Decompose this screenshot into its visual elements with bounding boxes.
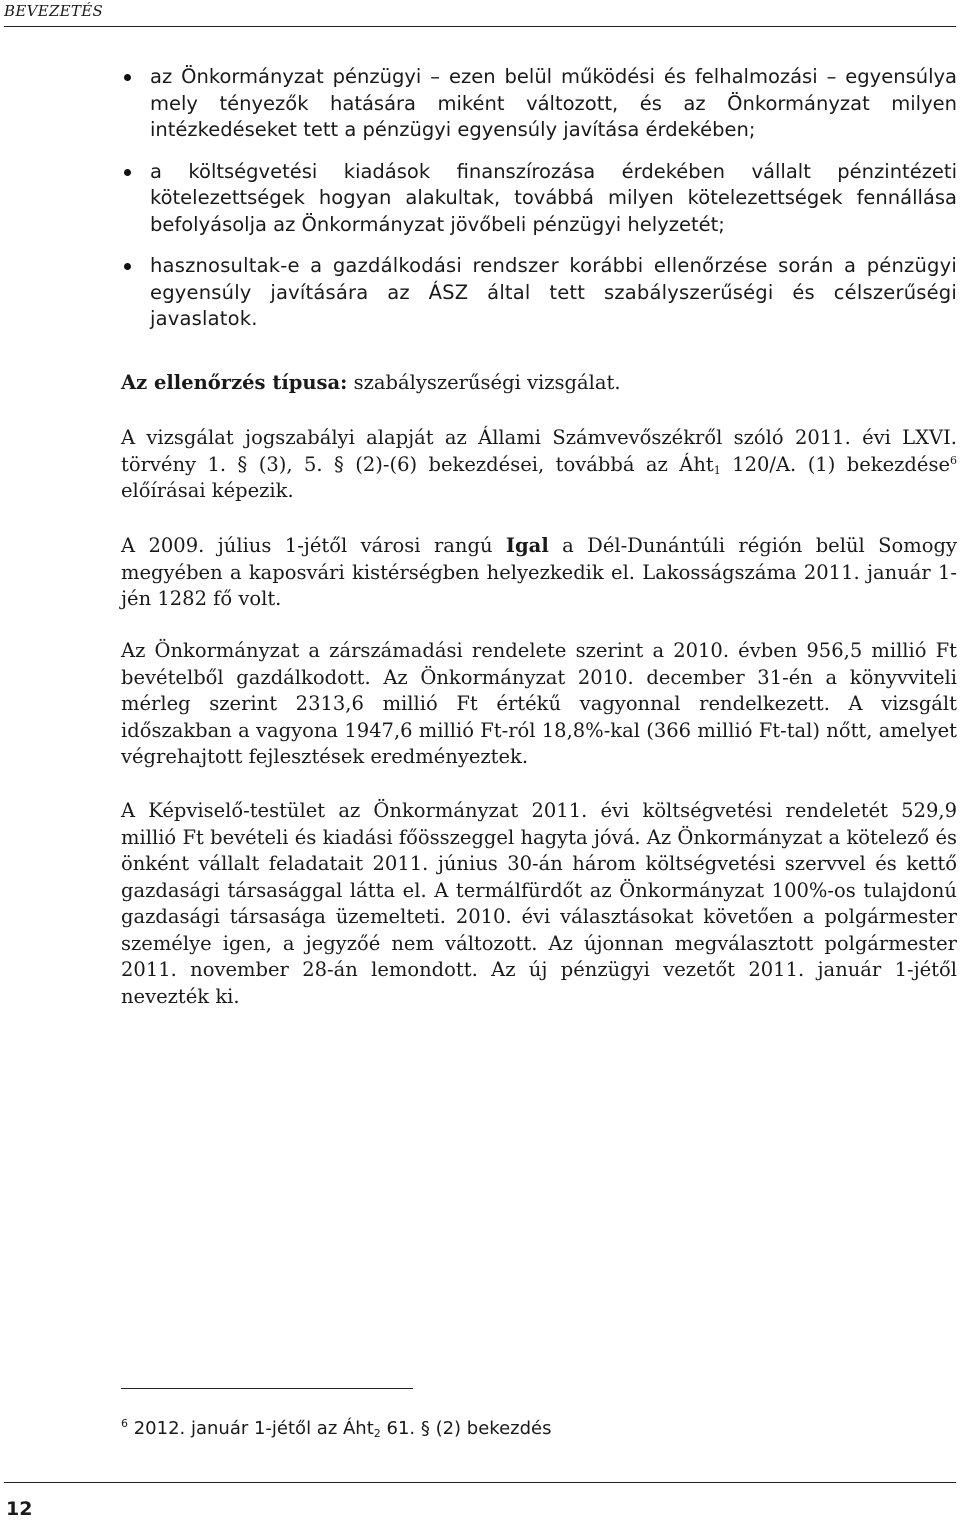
list-item: az Önkormányzat pénzügyi – ezen belül működési és felhalmozási – egyensúlya mely tényezők hatására miként változott, és az Önkormányzat milyen intézkedéseket tett a pénzügyi egyensúly javítása érdekében; (124, 64, 957, 144)
audit-questions-list (124, 64, 957, 348)
section-header: BEVEZETÉS (4, 2, 956, 27)
city-intro-paragraph: A 2009. július 1-jétől városi rangú Igal a Dél-Dunántúli régión belül Somogy megyében a kaposvári kistérségben helyezkedik el. Lakosságszáma 2011. január 1-jén 1282 fő volt. (121, 534, 957, 610)
footnote-reference[interactable]: 6 (950, 453, 957, 467)
budget-paragraph: A Képviselő-testület az Önkormányzat 2011. évi költségvetési rendeletét 529,9 millió Ft bevételi és kiadási főösszeggel hagyta jóvá. Az Önkormányzat a kötelező és önként vállalt feladatait 2011. június 30-án három költségvetési szervvel és kettő gazdasági társasággal látta el. A termálfürdőt az Önkormányzat 100%-os tulajdonú gazdasági társasága üzemelteti. 2010. évi választásokat követően a polgármester személye igen, a jegyzőé nem változott. Az újonnan megválasztott polgármester 2011. november 28-án lemondott. Az új pénzügyi vezetőt 2011. január 1-jétől nevezték ki. (121, 799, 957, 1008)
list-item: a költségvetési kiadások finanszírozása érdekében vállalt pénzintézeti kötelezettségek hogyan alakultak, továbbá milyen kötelezettségek fennállása befolyásolja az Önkormányzat jövőbeli pénzügyi helyzetét; (124, 159, 957, 239)
footnote: $^6$ 2012. január 1-jétől az Áht$_2$ 61. § (2) bekezdés (121, 1417, 552, 1440)
footnote-number: 6 (121, 1417, 128, 1430)
page-number: 12 (6, 1498, 33, 1520)
bullet-icon (124, 263, 131, 270)
legal-basis-paragraph: A vizsgálat jogszabályi alapját az Állami Számvevőszékről szóló 2011. évi LXVI. törvény 1. § (3), 5. § (2)-(6) bekezdései, továbbá az Áht$_1$ 120/A. (1) bekezdése$^6$ előírásai képezik. (121, 426, 957, 502)
list-item: hasznosultak-e a gazdálkodási rendszer korábbi ellenőrzése során a pénzügyi egyensúly javítására az ÁSZ által tett szabályszerűségi és célszerűségi javaslatok. (124, 253, 957, 333)
finance-paragraph: Az Önkormányzat a zárszámadási rendelete szerint a 2010. évben 956,5 millió Ft bevételből gazdálkodott. Az Önkormányzat 2010. december 31-én a könyvviteli mérleg szerint 2313,6 millió Ft értékű vagyonnal rendelkezett. A vizsgált időszakban a vagyona 1947,6 millió Ft-ról 18,8%-kal (366 millió Ft-tal) nőtt, amelyet végrehajtott fejlesztések eredményeztek. (121, 639, 957, 768)
bullet-icon (124, 169, 131, 176)
city-name: Igal (505, 534, 549, 557)
audit-type-paragraph: Az ellenőrzés típusa: szabályszerűségi vizsgálat. (121, 371, 621, 394)
footnote-divider (121, 1388, 413, 1389)
bullet-icon (124, 74, 131, 81)
page-footer-divider (4, 1482, 956, 1483)
